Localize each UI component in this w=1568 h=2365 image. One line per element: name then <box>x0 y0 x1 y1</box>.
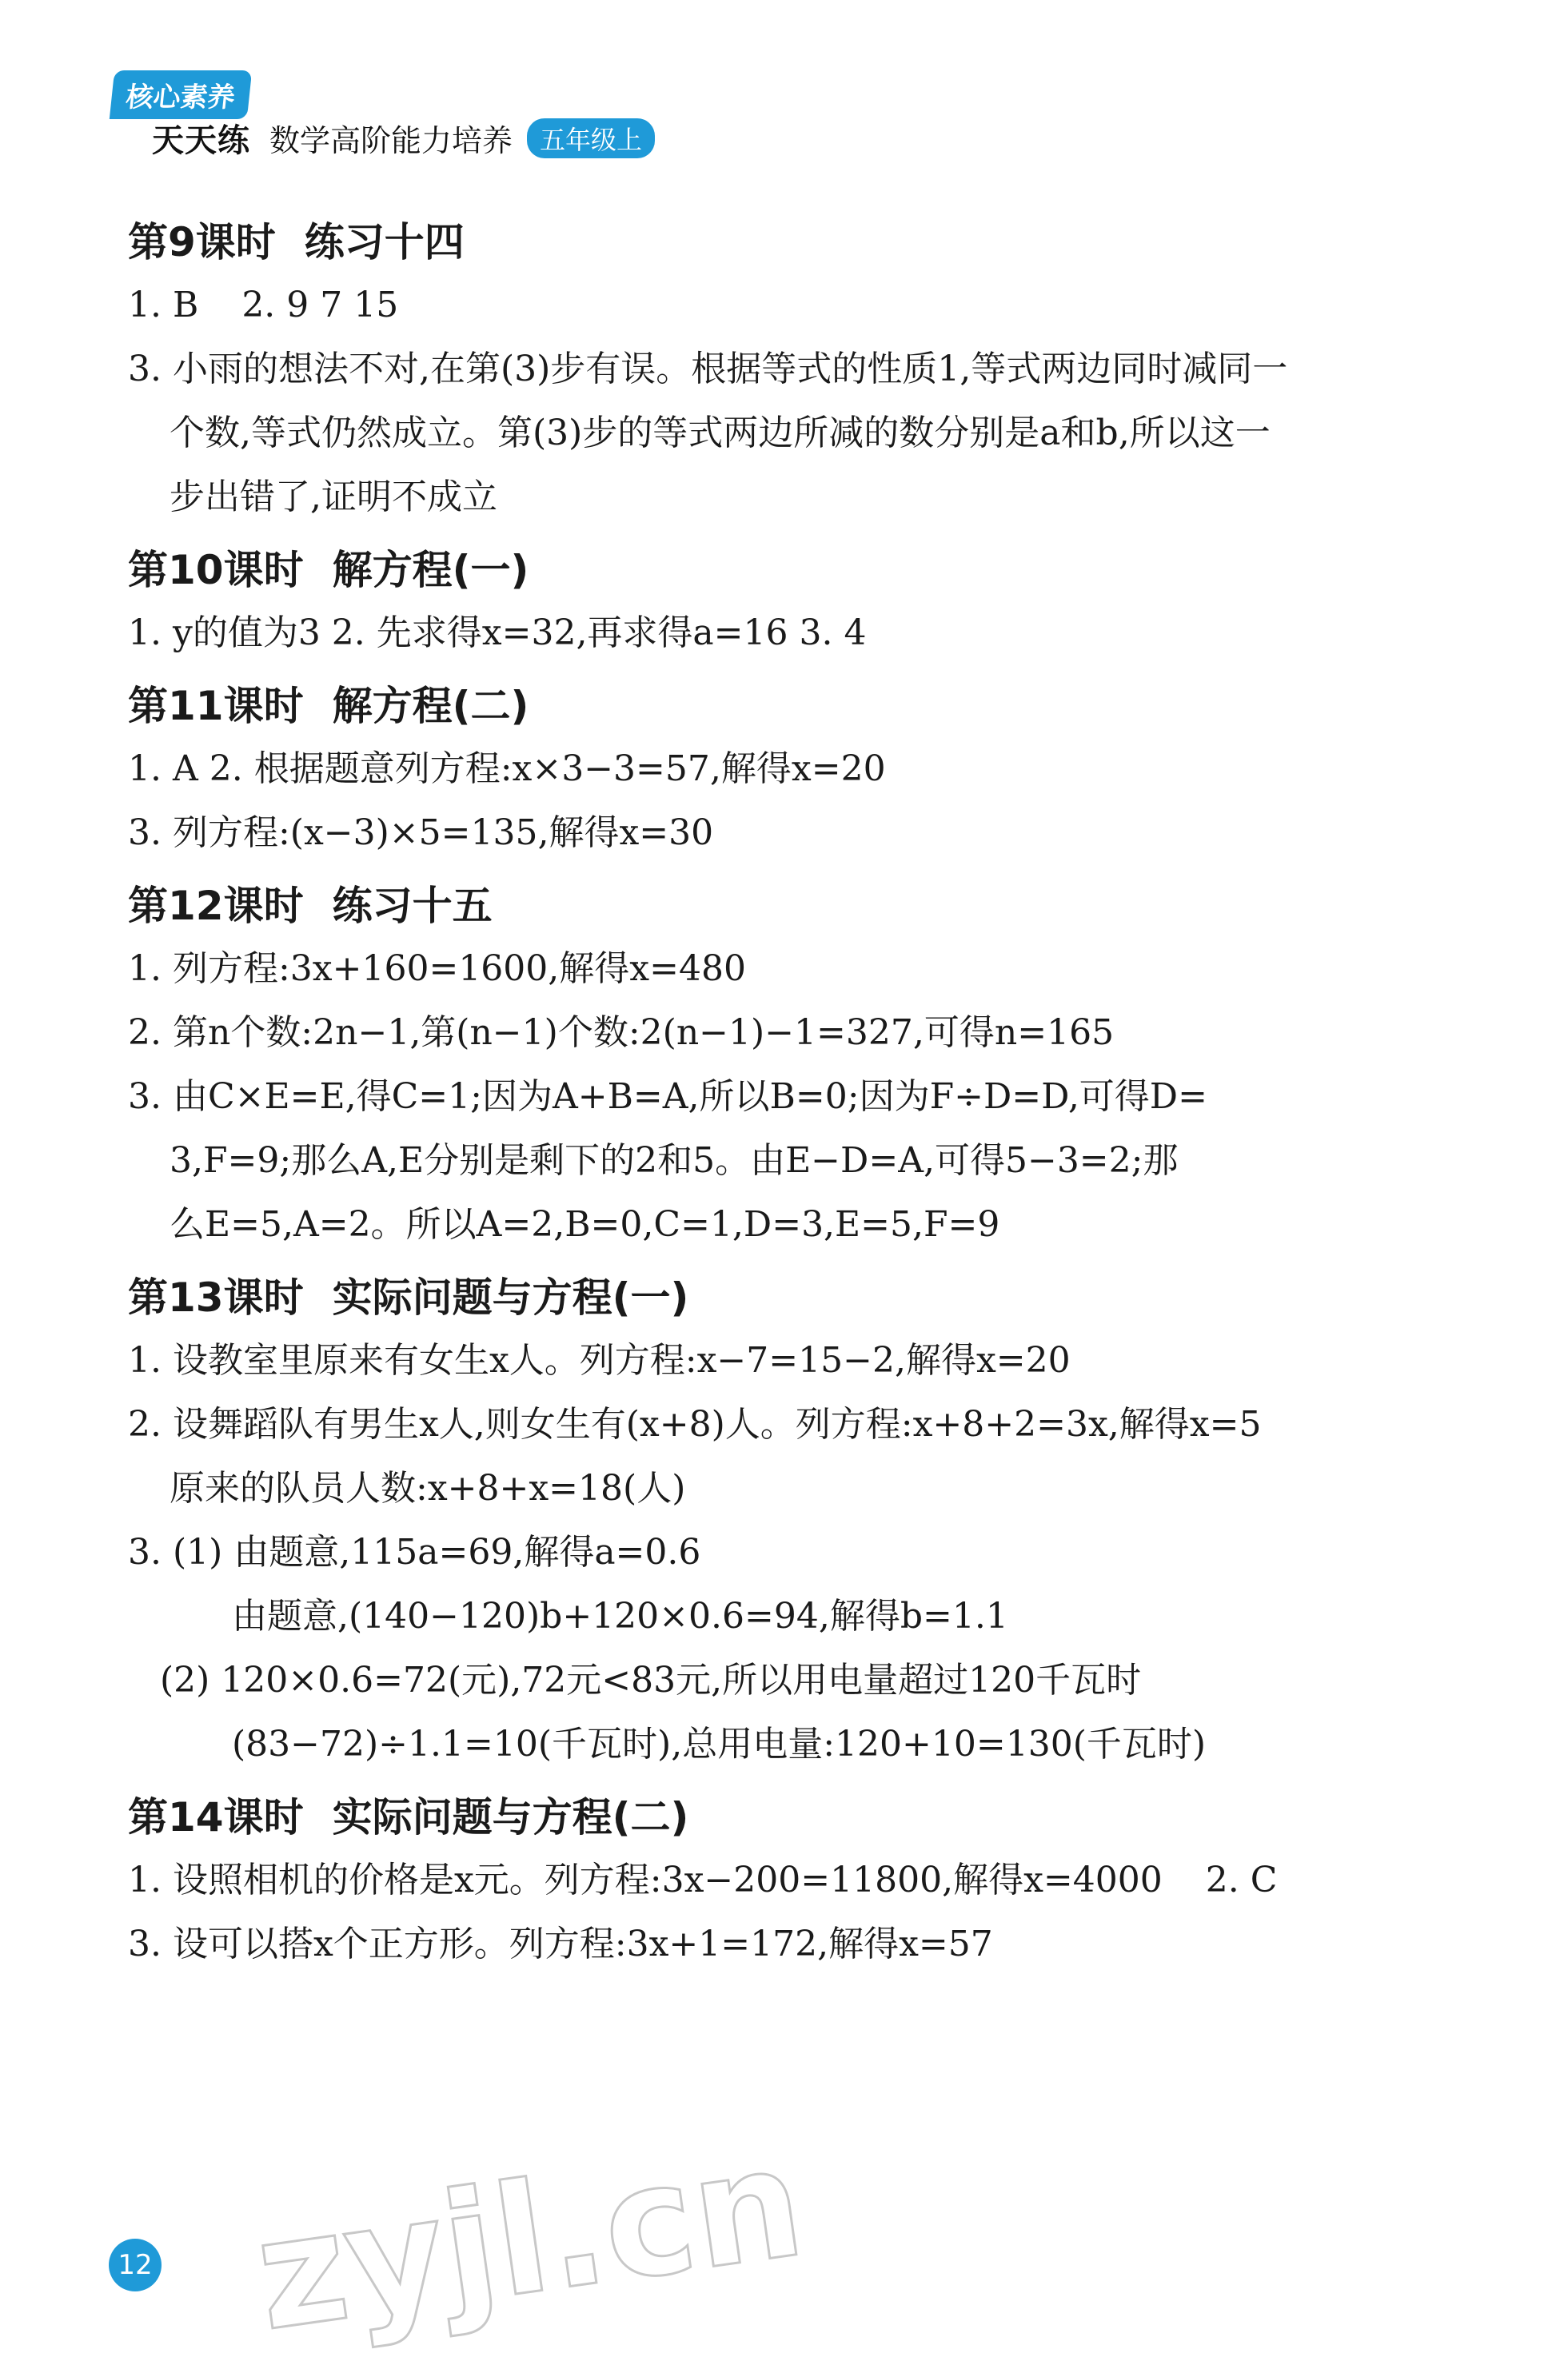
watermark: zyjl.cn <box>245 2113 813 2365</box>
lesson-number: 第11课时 <box>128 683 304 729</box>
answer-line: 2. 设舞蹈队有男生x人,则女生有(x+8)人。列方程:x+8+2=3x,解得x=5 <box>128 1404 1262 1445</box>
answer-line: 个数,等式仍然成立。第(3)步的等式两边所减的数分别是a和b,所以这一 <box>170 413 1271 453</box>
lesson-title: 练习十四 <box>304 219 465 265</box>
answer-line: 1. y的值为3 2. 先求得x=32,再求得a=16 3. 4 <box>128 612 867 653</box>
lesson-number: 第10课时 <box>128 547 304 593</box>
grade-badge: 五年级上 <box>527 118 655 158</box>
lesson-number: 第13课时 <box>128 1274 304 1321</box>
lesson-number: 第9课时 <box>128 219 276 265</box>
answer-line: 原来的队员人数:x+8+x=18(人) <box>170 1468 686 1509</box>
lesson-number: 第12课时 <box>128 883 304 929</box>
brand-tag: 核心素养 <box>110 70 252 119</box>
section-lesson-14 <box>128 1791 1471 1976</box>
answer-line: 步出错了,证明不成立 <box>170 477 497 517</box>
section-title <box>128 216 1471 269</box>
page-number: 12 <box>109 2239 162 2291</box>
answer-line: (2) 120×0.6=72(元),72元<83元,所以用电量超过120千瓦时 <box>160 1660 1142 1701</box>
lesson-title: 解方程(二) <box>332 683 529 729</box>
section-title <box>128 1271 1471 1324</box>
answer-line: 由题意,(140−120)b+120×0.6=94,解得b=1.1 <box>232 1596 1008 1637</box>
answer-line: 1. A 2. 根据题意列方程:x×3−3=57,解得x=20 <box>128 748 886 789</box>
section-title <box>128 879 1471 932</box>
lesson-title: 解方程(一) <box>332 547 529 593</box>
answer-line: 1. B 2. 9 7 15 <box>128 285 399 325</box>
answer-line: 3. 设可以搭x个正方形。列方程:3x+1=172,解得x=57 <box>128 1924 993 1964</box>
lesson-title: 实际问题与方程(一) <box>332 1274 689 1321</box>
lesson-title: 练习十五 <box>332 883 493 929</box>
answer-line: 1. 设教室里原来有女生x人。列方程:x−7=15−2,解得x=20 <box>128 1340 1071 1381</box>
section-lesson-13 <box>128 1271 1471 1777</box>
answer-line: 3. 小雨的想法不对,在第(3)步有误。根据等式的性质1,等式两边同时减同一 <box>128 349 1288 389</box>
answer-line: 3,F=9;那么A,E分别是剩下的2和5。由E−D=A,可得5−3=2;那 <box>170 1140 1179 1181</box>
answer-content <box>128 216 1471 1991</box>
book-subtitle: 数学高阶能力培养 <box>269 123 513 158</box>
brand-daily: 天天练 <box>152 122 250 159</box>
answer-line: 3. 列方程:(x−3)×5=135,解得x=30 <box>128 812 714 853</box>
answer-line: 3. (1) 由题意,115a=69,解得a=0.6 <box>128 1532 701 1573</box>
section-lesson-11 <box>128 680 1471 865</box>
lesson-title: 实际问题与方程(二) <box>332 1794 689 1841</box>
answer-line: 么E=5,A=2。所以A=2,B=0,C=1,D=3,E=5,F=9 <box>170 1204 1000 1245</box>
answer-line: 1. 设照相机的价格是x元。列方程:3x−200=11800,解得x=4000 2. C <box>128 1860 1278 1900</box>
section-lesson-9 <box>128 216 1471 529</box>
section-lesson-12 <box>128 879 1471 1257</box>
section-title <box>128 1791 1471 1844</box>
answer-line: (83−72)÷1.1=10(千瓦时),总用电量:120+10=130(千瓦时) <box>232 1724 1207 1765</box>
answer-line: 1. 列方程:3x+160=1600,解得x=480 <box>128 948 746 989</box>
lesson-number: 第14课时 <box>128 1794 304 1841</box>
section-title <box>128 680 1471 732</box>
section-lesson-10 <box>128 544 1471 665</box>
section-title <box>128 544 1471 596</box>
answer-line: 2. 第n个数:2n−1,第(n−1)个数:2(n−1)−1=327,可得n=165 <box>128 1012 1115 1053</box>
answer-line: 3. 由C×E=E,得C=1;因为A+B=A,所以B=0;因为F÷D=D,可得D= <box>128 1076 1207 1117</box>
